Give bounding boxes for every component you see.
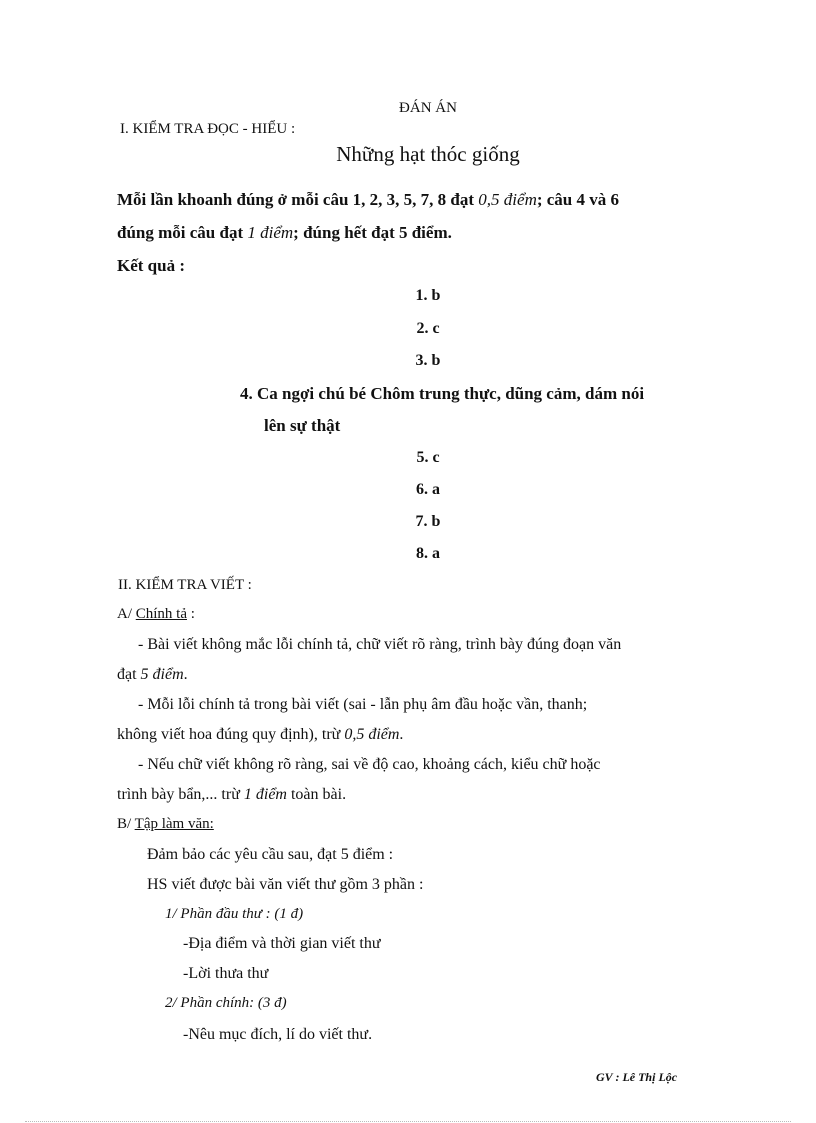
section-1-heading: I. KIỂM TRA ĐỌC - HIỂU :	[120, 121, 296, 137]
answer-6: 6. a	[416, 481, 440, 498]
part-a-heading: A/ Chính tả :	[117, 606, 195, 622]
answer-1: 1. b	[415, 287, 441, 304]
page-bottom-border	[25, 1121, 791, 1122]
rule-1-line-1: - Bài viết không mắc lỗi chính tả, chữ viết rõ ràng, trình bày đúng đoạn văn	[138, 636, 622, 653]
part-2-heading: 2/ Phần chính: (3 đ)	[165, 995, 287, 1011]
answer-4-line-1: 4. Ca ngợi chú bé Chôm trung thực, dũng cảm, dám nói	[240, 384, 645, 403]
part-1-item-b: -Lời thưa thư	[183, 965, 269, 982]
answer-5: 5. c	[416, 449, 440, 466]
requirements-line: Đảm bảo các yêu cầu sau, đạt 5 điểm :	[147, 846, 394, 863]
part-1-item-a: -Địa điểm và thời gian viết thư	[183, 935, 381, 952]
part-2-item-a: -Nêu mục đích, lí do viết thư.	[183, 1026, 373, 1043]
rule-3-line-1: - Nếu chữ viết không rõ ràng, sai về độ cao, khoảng cách, kiểu chữ hoặc	[138, 756, 601, 773]
answer-4-line-2: lên sự thật	[264, 416, 341, 435]
rule-3-line-2: trình bày bẩn,... trừ 1 điểm toàn bài.	[117, 786, 347, 803]
scoring-line-2: đúng mỗi câu đạt 1 điểm; đúng hết đạt 5 điểm.	[117, 223, 452, 242]
letter-parts-line: HS viết được bài văn viết thư gồm 3 phần :	[147, 876, 424, 893]
answer-7: 7. b	[415, 513, 441, 530]
rule-1-line-2: đạt 5 điểm.	[117, 666, 188, 683]
answer-key-heading: ĐÁN ÁN	[399, 100, 457, 116]
results-label: Kết quả :	[117, 256, 185, 275]
teacher-signature: GV : Lê Thị Lộc	[596, 1070, 678, 1084]
section-2-heading: II. KIỂM TRA VIẾT :	[118, 577, 252, 593]
answer-8: 8. a	[416, 545, 440, 562]
story-title: Những hạt thóc giống	[336, 142, 520, 166]
answer-2: 2. c	[416, 320, 440, 337]
scoring-line-1: Mỗi lần khoanh đúng ở mỗi câu 1, 2, 3, 5, 7, 8 đạt 0,5 điểm; câu 4 và 6	[117, 190, 620, 209]
answer-3: 3. b	[415, 352, 441, 369]
rule-2-line-2: không viết hoa đúng quy định), trừ 0,5 điểm.	[117, 726, 404, 743]
part-b-heading: B/ Tập làm văn:	[117, 816, 214, 832]
rule-2-line-1: - Mỗi lỗi chính tả trong bài viết (sai - lẫn phụ âm đầu hoặc vần, thanh;	[138, 696, 588, 713]
part-1-heading: 1/ Phần đầu thư : (1 đ)	[165, 906, 304, 922]
